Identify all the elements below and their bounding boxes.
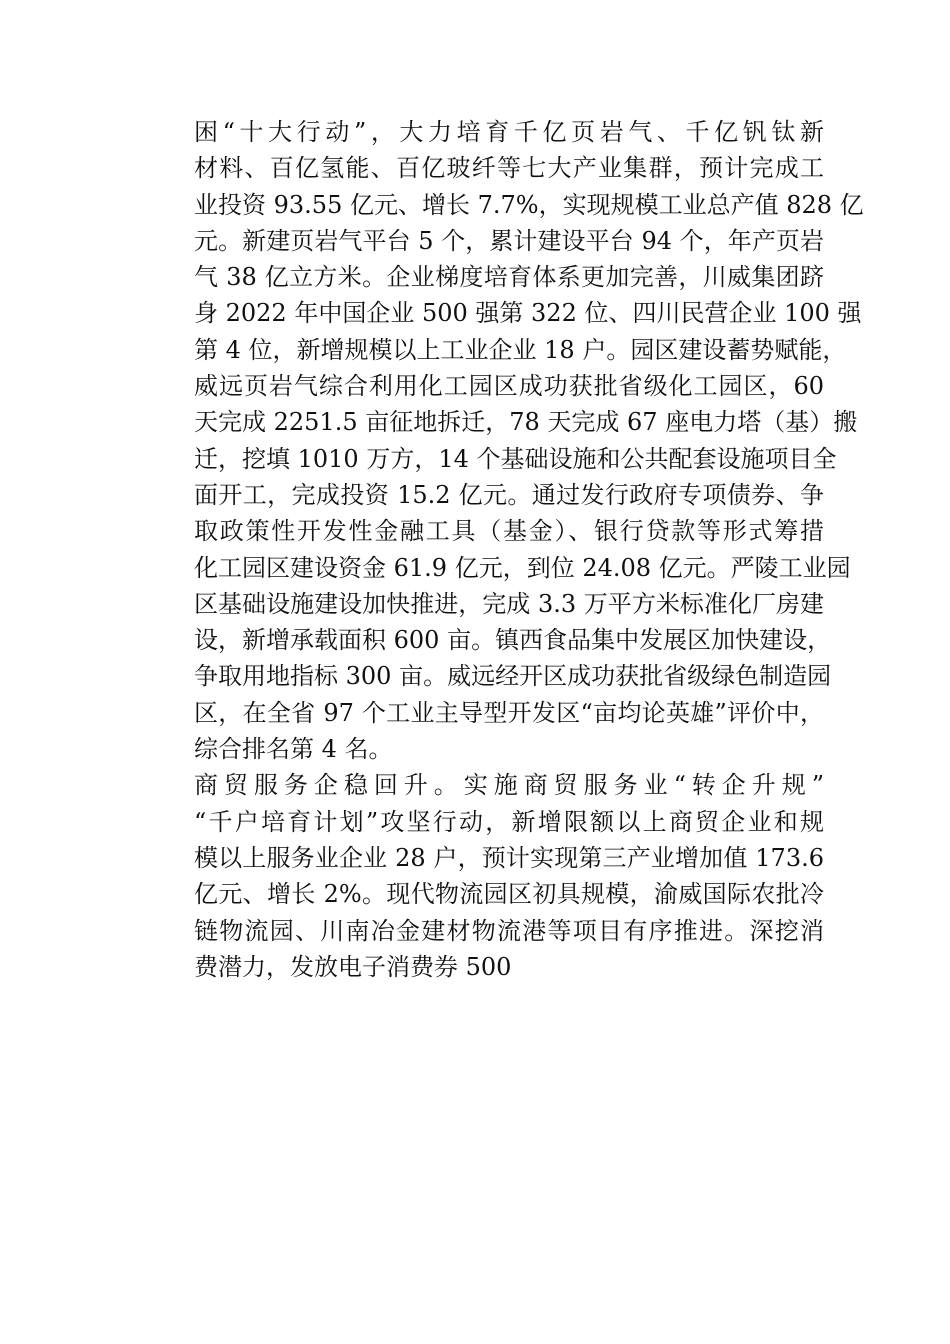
text-line: 取政策性开发性金融工具（基金）、银行贷款等形式筹措 — [194, 517, 824, 546]
text-line: 面开工，完成投资 15.2 亿元。通过发行政府专项债券、争 — [194, 480, 824, 509]
text-line: 区基础设施建设加快推进，完成 3.3 万平方米标准化厂房建 — [194, 589, 824, 618]
text-line: 模以上服务业企业 28 户，预计实现第三产业增加值 173.6 — [194, 843, 824, 872]
text-line: 元。新建页岩气平台 5 个，累计建设平台 94 个，年产页岩 — [194, 226, 824, 255]
text-line: 身 2022 年中国企业 500 强第 322 位、四川民营企业 100 强 — [194, 299, 862, 328]
text-line: 第 4 位，新增规模以上工业企业 18 户。园区建设蓄势赋能， — [194, 335, 847, 364]
text-line: 综合排名第 4 名。 — [194, 735, 393, 764]
text-line: 业投资 93.55 亿元、增长 7.7%，实现规模工业总产值 828 亿 — [194, 190, 864, 219]
text-line: 商贸服务企稳回升。实施商贸服务业“转企升规” — [194, 771, 824, 800]
text-line: 亿元、增长 2%。现代物流园区初具规模，渝威国际农批冷 — [194, 880, 824, 909]
text-line: “千户培育计划”攻坚行动，新增限额以上商贸企业和规 — [194, 807, 824, 836]
text-line: 化工园区建设资金 61.9 亿元，到位 24.08 亿元。严陵工业园 — [194, 553, 851, 582]
text-line: 区，在全省 97 个工业主导型开发区“亩均论英雄”评价中， — [194, 698, 824, 727]
text-line: 费潜力，发放电子消费券 500 — [194, 952, 512, 981]
text-line: 设，新增承载面积 600 亩。镇西食品集中发展区加快建设， — [194, 626, 832, 655]
document-body — [146, 114, 864, 985]
text-line: 威远页岩气综合利用化工园区成功获批省级化工园区，60 — [194, 372, 824, 401]
paragraph-commerce — [146, 767, 824, 985]
text-line: 气 38 亿立方米。企业梯度培育体系更加完善，川威集团跻 — [194, 263, 824, 292]
text-line: 链物流园、川南冶金建材物流港等项目有序推进。深挖消 — [194, 916, 824, 945]
paragraph-industry — [146, 114, 864, 767]
text-line: 天完成 2251.5 亩征地拆迁，78 天完成 67 座电力塔（基）搬 — [194, 408, 858, 437]
text-line: 迁，挖填 1010 万方，14 个基础设施和公共配套设施项目全 — [194, 444, 837, 473]
text-line: 困“十大行动”，大力培育千亿页岩气、千亿钒钛新 — [194, 118, 824, 146]
text-line: 争取用地指标 300 亩。威远经开区成功获批省级绿色制造园 — [194, 662, 832, 691]
text-line: 材料、百亿氢能、百亿玻纤等七大产业集群，预计完成工 — [194, 154, 824, 183]
